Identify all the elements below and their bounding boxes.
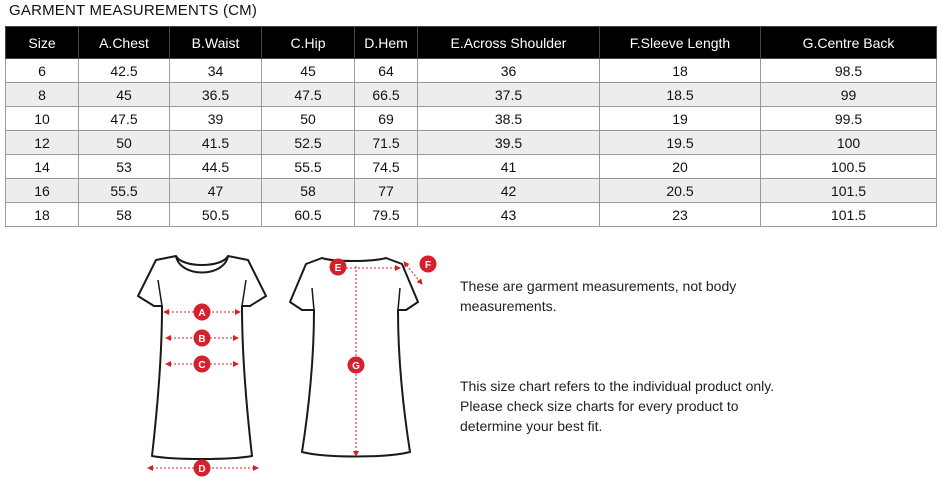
table-cell: 23 [600, 203, 761, 227]
svg-text:A: A [198, 308, 206, 319]
table-cell: 101.5 [761, 179, 937, 203]
marker-e [330, 259, 347, 276]
column-header: Size [6, 27, 79, 59]
column-header: F.Sleeve Length [600, 27, 761, 59]
table-cell: 47.5 [79, 107, 170, 131]
size-chart-note: This size chart refers to the individual product only. Please check size charts for every product to determine your best fit. [460, 378, 775, 434]
table-cell: 79.5 [355, 203, 418, 227]
table-cell: 100.5 [761, 155, 937, 179]
marker-c [194, 356, 211, 373]
table-cell: 14 [6, 155, 79, 179]
svg-text:C: C [198, 360, 206, 371]
column-header: E.Across Shoulder [418, 27, 600, 59]
table-cell: 53 [79, 155, 170, 179]
table-cell: 10 [6, 107, 79, 131]
svg-text:D: D [198, 464, 206, 475]
column-header: C.Hip [262, 27, 355, 59]
table-row [6, 59, 937, 83]
column-header: A.Chest [79, 27, 170, 59]
table-cell: 58 [79, 203, 170, 227]
table-cell: 42 [418, 179, 600, 203]
table-cell: 99 [761, 83, 937, 107]
table-cell: 52.5 [262, 131, 355, 155]
table-cell: 77 [355, 179, 418, 203]
table-cell: 43 [418, 203, 600, 227]
table-row [6, 179, 937, 203]
svg-text:F: F [424, 260, 432, 271]
table-row [6, 203, 937, 227]
table-cell: 18 [600, 59, 761, 83]
table-cell: 55.5 [262, 155, 355, 179]
table-cell: 18.5 [600, 83, 761, 107]
table-cell: 41 [418, 155, 600, 179]
table-cell: 37.5 [418, 83, 600, 107]
table-cell: 42.5 [79, 59, 170, 83]
table-cell: 100 [761, 131, 937, 155]
table-cell: 60.5 [262, 203, 355, 227]
table-cell: 6 [6, 59, 79, 83]
table-cell: 74.5 [355, 155, 418, 179]
table-cell: 47.5 [262, 83, 355, 107]
table-cell: 36 [418, 59, 600, 83]
marker-a [194, 304, 211, 321]
table-cell: 39 [170, 107, 262, 131]
table-cell: 19 [600, 107, 761, 131]
table-cell: 19.5 [600, 131, 761, 155]
table-header-row [6, 27, 937, 59]
svg-text:E: E [334, 263, 342, 274]
dress-front-illustration [130, 246, 275, 482]
table-cell: 16 [6, 179, 79, 203]
table-row [6, 83, 937, 107]
table-cell: 38.5 [418, 107, 600, 131]
table-cell: 69 [355, 107, 418, 131]
table-cell: 20.5 [600, 179, 761, 203]
table-cell: 64 [355, 59, 418, 83]
size-chart-table [5, 26, 937, 227]
marker-d [194, 460, 211, 477]
marker-g [348, 357, 365, 374]
table-cell: 55.5 [79, 179, 170, 203]
svg-text:B: B [198, 334, 206, 345]
table-cell: 101.5 [761, 203, 937, 227]
table-cell: 71.5 [355, 131, 418, 155]
table-cell: 12 [6, 131, 79, 155]
table-cell: 98.5 [761, 59, 937, 83]
table-cell: 36.5 [170, 83, 262, 107]
table-cell: 44.5 [170, 155, 262, 179]
dress-back-illustration [282, 248, 442, 464]
table-cell: 45 [79, 83, 170, 107]
page-title: GARMENT MEASUREMENTS (CM) [9, 2, 258, 19]
table-cell: 41.5 [170, 131, 262, 155]
marker-b [194, 330, 211, 347]
table-row [6, 155, 937, 179]
column-header: B.Waist [170, 27, 262, 59]
table-cell: 18 [6, 203, 79, 227]
table-cell: 34 [170, 59, 262, 83]
table-cell: 99.5 [761, 107, 937, 131]
svg-text:G: G [352, 361, 360, 372]
table-cell: 66.5 [355, 83, 418, 107]
table-cell: 50 [262, 107, 355, 131]
table-cell: 45 [262, 59, 355, 83]
column-header: G.Centre Back [761, 27, 937, 59]
table-row [6, 131, 937, 155]
table-cell: 50 [79, 131, 170, 155]
garment-note: These are garment measurements, not body measurements. [460, 278, 737, 314]
column-header: D.Hem [355, 27, 418, 59]
table-row [6, 107, 937, 131]
table-cell: 20 [600, 155, 761, 179]
table-cell: 8 [6, 83, 79, 107]
table-cell: 50.5 [170, 203, 262, 227]
table-cell: 47 [170, 179, 262, 203]
table-cell: 58 [262, 179, 355, 203]
table-cell: 39.5 [418, 131, 600, 155]
marker-f [420, 256, 437, 273]
